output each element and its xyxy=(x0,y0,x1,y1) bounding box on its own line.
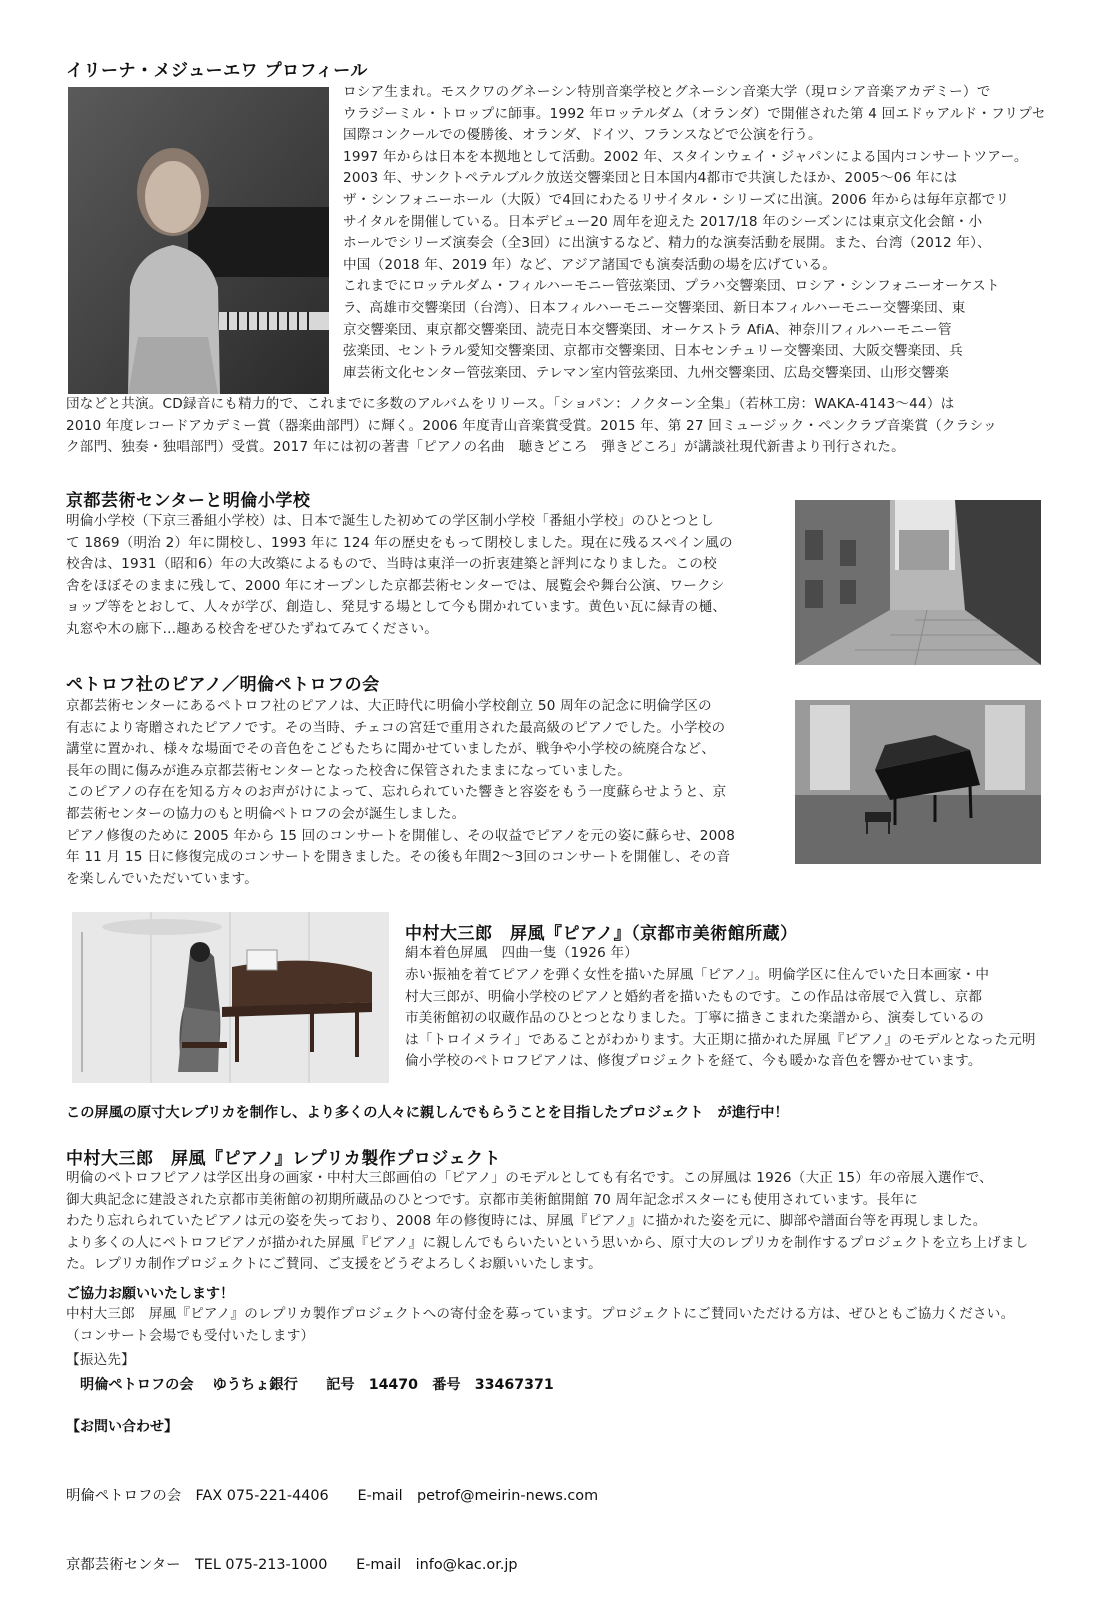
school-title: 京都芸術センターと明倫小学校 xyxy=(66,491,311,511)
profile-title: イリーナ・メジューエワ プロフィール xyxy=(66,61,368,81)
replica-appeal-text: 中村大三郎 屏風『ピアノ』のレプリカ製作プロジェクトへの寄付金を募っています。プロジェクトにご賛同いただける方は、ぜひともご協力ください。 （コンサート会場でも受付いたします） xyxy=(66,1306,1015,1344)
replica-title: 中村大三郎 屏風『ピアノ』レプリカ製作プロジェクト xyxy=(66,1149,501,1169)
school-text: 明倫小学校（下京三番組小学校）は、日本で誕生した初めての学区制小学校「番組小学校」のひとつとし て 1869（明治 2）年に開校し、1993 年に 124 年の歴史をもって閉校しました。現在に残るスペイン風の 校舎は、1931（昭和6）年の大改築によるもので、当時は東洋一の折衷建築と評判になりました。この校 舎をほぼそのままに残して、2000 年にオープンした京都芸術センターでは、展覧会や舞台公演、ワークシ ョップ等をとおして、人々が学び、創造し、発見する場として今も開かれています。黄色い瓦に緑青の樋、 丸窓や木の廊下…趣ある校舎をぜひたずねてみてください。 xyxy=(66,513,733,637)
screen-painting-image xyxy=(72,912,389,1083)
contact-kac: 京都芸術センター TEL 075-213-1000 E-mail info@kac.or.jp xyxy=(66,1557,518,1573)
school-corridor-photo xyxy=(795,500,1041,665)
petrof-title: ペトロフ社のピアノ／明倫ペトロフの会 xyxy=(66,675,380,695)
petrof-text: 京都芸術センターにあるペトロフ社のピアノは、大正時代に明倫小学校創立 50 周年の記念に明倫学区の 有志により寄贈されたピアノです。その当時、チェコの宮廷で重用された最高級のピアノでした。小学校の 講堂に置かれ、様々な場面でその音色をこどもたちに聞かせていましたが、戦争や小学校の統廃合など、 長年の間に傷みが進み京都芸術センターとなった校舎に保管されたままになっていました。 このピアノの存在を知る方々のお声がけによって、忘れられていた響きと容姿をもう一度蘇らせようと、京 都芸術センターの協力のもと明倫ペトロフの会が誕生しました。 ピアノ修復のために 2005 年から 15 回のコンサートを開催し、その収益でピアノを元の姿に蘇らせ、2008 年 11 月 15 日に修復完成のコンサートを開きました。その後も年間2～3回のコンサートを開催し、その音 を楽しんでいただいています。 xyxy=(66,698,736,887)
pianist-portrait-photo xyxy=(68,87,329,394)
petrof-piano-photo xyxy=(795,700,1041,864)
screen-title: 中村大三郎 屏風『ピアノ』（京都市美術館所蔵） xyxy=(405,924,798,944)
transfer-details: 明倫ペトロフの会 ゆうちょ銀行 記号 14470 番号 33467371 xyxy=(80,1377,554,1393)
screen-text: 赤い振袖を着てピアノを弾く女性を描いた屏風「ピアノ」。明倫学区に住んでいた日本画家・中 村大三郎が、明倫小学校のピアノと婚約者を描いたものです。この作品は帝展で入賞し、京都 市美術館初の収蔵作品のひとつとなりました。丁寧に描きこまれた楽譜から、演奏しているの は「トロイメライ」であることがわかります。大正期に描かれた屏風『ピアノ』のモデルとなった元明 倫小学校のペトロフピアノは、修復プロジェクトを経て、今も暖かな音色を響かせています。 xyxy=(405,967,1036,1070)
contact-label: 【お問い合わせ】 xyxy=(66,1419,178,1435)
replica-text: 明倫のペトロフピアノは学区出身の画家・中村大三郎画伯の「ピアノ」のモデルとしても有名です。この屏風は 1926（大正 15）年の帝展入選作で、 御大典記念に建設された京都市美術館の初期所蔵品のひとつです。京都市美術館開館 70 周年記念ポスターにも使用されています。長年に わたり忘れられていたピアノは元の姿を失っており、2008 年の修復時には、屏風『ピアノ』に描かれた姿を元に、脚部や譜面台等を再現しました。 より多くの人にペトロフピアノが描かれた屏風『ピアノ』に親しんでもらいたいという思いから、原寸大のレプリカを制作するプロジェクトを立ち上げまし た。レプリカ制作プロジェクトにご賛同、ご支援をどうぞよろしくお願いいたします。 xyxy=(66,1170,1029,1273)
contact-petrof: 明倫ペトロフの会 FAX 075-221-4406 E-mail petrof@meirin-news.com xyxy=(66,1488,599,1504)
transfer-label: 【振込先】 xyxy=(66,1352,135,1368)
replica-appeal: ご協力お願いいたします！ xyxy=(66,1286,234,1302)
profile-text-side: ロシア生まれ。モスクワのグネーシン特別音楽学校とグネーシン音楽大学（現ロシア音楽アカデミー）で ウラジーミル・トロップに師事。1992 年ロッテルダム（オランダ）で開催された第 4 回エドゥアルド・フリプセ 国際コンクールでの優勝後、オランダ、ドイツ、フランスなどで公演を行う。 1997 年からは日本を本拠地として活動。2002 年、スタインウェイ・ジャパンによる国内コンサートツアー。 2003 年、サンクトペテルブルク放送交響楽団と日本国内4都市で共演したほか、2005～06 年には ザ・シンフォニーホール（大阪）で4回にわたるリサイタル・シリーズに出演。2006 年からは毎年京都でリ サイタルを開催している。日本デビュー20 周年を迎えた 2017/18 年のシーズンには東京文化会館・小 ホールでシリーズ演奏会（全3回）に出演するなど、精力的な演奏活動を展開。また、台湾（2012 年）、 中国（2018 年、2019 年）など、アジア諸国でも演奏活動の場を広げている。 これまでにロッテルダム・フィルハーモニー管弦楽団、プラハ交響楽団、ロシア・シンフォニーオーケスト ラ、高雄市交響楽団（台湾）、日本フィルハーモニー交響楽団、新日本フィルハーモニー交響楽団、東 京交響楽団、東京都交響楽団、読売日本交響楽団、オーケストラ AfiA、神奈川フィルハーモニー管 弦楽団、セントラル愛知交響楽団、京都市交響楽団、日本センチュリー交響楽団、大阪交響楽団、兵 庫芸術文化センター管弦楽団、テレマン室内管弦楽団、九州交響楽団、広島交響楽団、山形交響楽 xyxy=(343,84,1046,381)
screen-subtitle: 絹本着色屏風 四曲一隻（1926 年） xyxy=(405,945,639,961)
project-callout: この屏風の原寸大レプリカを制作し、より多くの人々に親しんでもらうことを目指したプロジェクト が進行中！ xyxy=(66,1105,789,1121)
contact-lines xyxy=(66,1439,598,1600)
profile-text-full: 団などと共演。CD録音にも精力的で、これまでに多数のアルバムをリリース。「ショパン：ノクターン全集」（若林工房：WAKA-4143～44）は 2010 年度レコードアカデミー賞（器楽曲部門）に輝く。2006 年度青山音楽賞受賞。2015 年、第 27 回ミュージック・ペンクラブ音楽賞（クラシッ ク部門、独奏・独唱部門）受賞。2017 年には初の著書「ピアノの名曲 聴きどころ 弾きどころ」が講談社現代新書より刊行された。 xyxy=(66,396,997,456)
